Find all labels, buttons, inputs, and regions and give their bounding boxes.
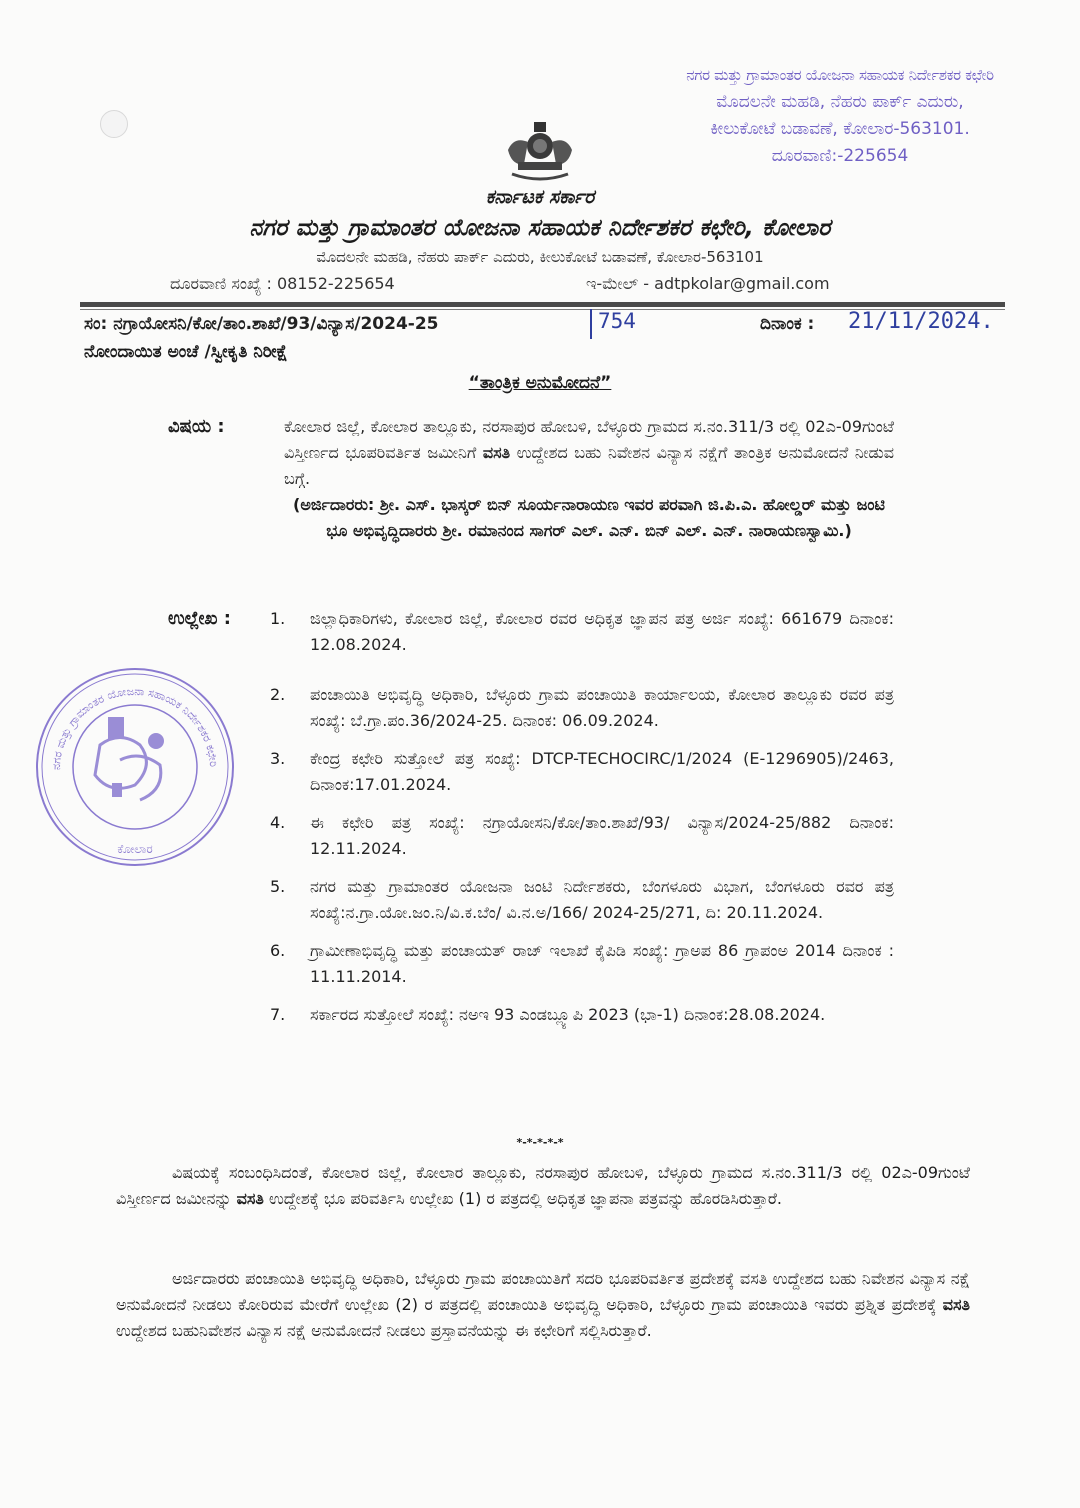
office-email: ಇ-ಮೇಲ್ - adtpkolar@gmail.com — [586, 274, 830, 293]
reference-number-1: 1. — [270, 609, 286, 628]
reference-item — [270, 938, 894, 990]
body-paragraph-1 — [116, 1160, 970, 1212]
registered-post-note: ನೋಂದಾಯಿತ ಅಂಚೆ /ಸ್ವೀಕೃತಿ ನಿರೀಕ್ಷೆ — [84, 342, 288, 362]
reference-number-7: 7. — [270, 1005, 286, 1024]
paragraph-1-bold: ವಸತಿ — [236, 1189, 264, 1208]
reference-item — [270, 682, 894, 734]
office-address-stamp — [670, 62, 1010, 170]
reference-item — [270, 810, 894, 862]
stamp-line-phone: ದೂರವಾಣಿ:-225654 — [771, 146, 909, 166]
reference-item — [270, 1002, 894, 1028]
reference-text-1: ಜಿಲ್ಲಾಧಿಕಾರಿಗಳು, ಕೋಲಾರ ಜಿಲ್ಲೆ, ಕೋಲಾರ ರವರ ಅಧಿಕೃತ ಜ್ಞಾಪನ ಪತ್ರ ಅರ್ಜಿ ಸಂಖ್ಯೆ: 661679 ದಿನಾಂಕ: 12.08.2024. — [310, 609, 894, 654]
subject-label: ವಿಷಯ : — [168, 416, 225, 437]
paragraph-2-part1: ಅರ್ಜಿದಾರರು ಪಂಚಾಯಿತಿ ಅಭಿವೃದ್ಧಿ ಅಧಿಕಾರಿ, ಬೆಳ್ಳೂರು ಗ್ರಾಮ ಪಂಚಾಯಿತಿಗೆ ಸದರಿ ಭೂಪರಿವರ್ತಿತ ಪ್ರದೇಶಕ್ಕೆ ವಸತಿ ಉದ್ದೇಶದ ಬಹು ನಿವೇಶನ ವಿನ್ಯಾಸ ನಕ್ಷೆ ಅನುಮೋದನೆ ನೀಡಲು ಕೋರಿರುವ ಮೇರೆಗೆ ಉಲ್ಲೇಖ (2) ರ ಪತ್ರದಲ್ಲಿ ಪಂಚಾಯಿತಿ ಅಭಿವೃದ್ಧಿ ಅಧಿಕಾರಿ, ಬೆಳ್ಳೂರು ಗ್ರಾಮ ಪಂಚಾಯಿತಿ ಇವರು ಪ್ರಶ್ನಿತ ಪ್ರದೇಶಕ್ಕೆ — [116, 1269, 970, 1314]
reference-number-2: 2. — [270, 685, 286, 704]
reference-text-3: ಕೇಂದ್ರ ಕಛೇರಿ ಸುತ್ತೋಲೆ ಪತ್ರ ಸಂಖ್ಯೆ: DTCP-TECHOCIRC/1/2024 (E-1296905)/2463, ದಿನಾಂಕ:17.01.2024. — [310, 749, 894, 794]
reference-item — [270, 746, 894, 798]
references-label: ಉಲ್ಲೇಖ : — [168, 608, 231, 629]
office-address: ಮೊದಲನೇ ಮಹಡಿ, ನೆಹರು ಪಾರ್ಕ್ ಎದುರು, ಕೀಲುಕೋಟೆ ಬಡಾವಣೆ, ಕೋಲಾರ-563101 — [316, 248, 764, 266]
reference-text-6: ಗ್ರಾಮೀಣಾಭಿವೃದ್ಧಿ ಮತ್ತು ಪಂಚಾಯತ್ ರಾಜ್ ಇಲಾಖೆ ಕೈಪಿಡಿ ಸಂಖ್ಯೆ: ಗ್ರಾಅಪ 86 ಗ್ರಾಪಂಅ 2014 ದಿನಾಂಕ : 11.11.2014. — [310, 941, 894, 986]
seal-bottom-text: ಕೋಲಾರ — [117, 842, 153, 856]
applicant-details: (ಅರ್ಜಿದಾರರು: ಶ್ರೀ. ಎಸ್. ಭಾಸ್ಕರ್ ಬಿನ್ ಸೂರ್ಯನಾರಾಯಣ ಇವರ ಪರವಾಗಿ ಜಿ.ಪಿ.ಎ. ಹೋಲ್ಡರ್ ಮತ್ತು ಜಂಟಿ ಭೂ ಅಭಿವೃದ್ಧಿದಾರರು ಶ್ರೀ. ರಮಾನಂದ ಸಾಗರ್ ಎಲ್. ಎನ್. ಬಿನ್ ಎಲ್. ಎನ್. ನಾರಾಯಣಸ್ವಾಮಿ.) — [293, 495, 885, 540]
subject-bold-word: ವಸತಿ — [482, 443, 511, 462]
reference-text-7: ಸರ್ಕಾರದ ಸುತ್ತೋಲೆ ಸಂಖ್ಯೆ: ನಅಇ 93 ಎಂಡಬ್ಲ್ಯೂಪಿ 2023 (ಭಾ-1) ದಿನಾಂಕ:28.08.2024. — [310, 1005, 826, 1024]
paragraph-1-part2: ಉದ್ದೇಶಕ್ಕೆ ಭೂ ಪರಿವರ್ತಿಸಿ ಉಲ್ಲೇಖ (1) ರ ಪತ್ರದಲ್ಲಿ ಅಧಿಕೃತ ಜ್ಞಾಪನಾ ಪತ್ರವನ್ನು ಹೊರಡಿಸಿರುತ್ತಾರೆ. — [263, 1189, 783, 1208]
office-phone: ದೂರವಾಣಿ ಸಂಖ್ಯೆ : 08152-225654 — [170, 274, 395, 293]
stamp-line-locality: ಕೀಲುಕೋಟೆ ಬಡಾವಣೆ, ಕೋಲಾರ-563101. — [710, 119, 970, 139]
reference-item — [270, 874, 894, 926]
seal-ring-text: ನಗರ ಮತ್ತು ಗ್ರಾಮಾಂತರ ಯೋಜನಾ ಸಹಾಯಕ ನಿರ್ದೇಶಕರ ಕಛೇರಿ — [49, 684, 220, 771]
office-name: ನಗರ ಮತ್ತು ಗ್ರಾಮಾಂತರ ಯೋಜನಾ ಸಹಾಯಕ ನಿರ್ದೇಶಕರ ಕಛೇರಿ, ಕೋಲಾರ — [249, 215, 831, 241]
stamp-line-floor: ಮೊದಲನೇ ಮಹಡಿ, ನೆಹರು ಪಾರ್ಕ್ ಎದುರು, — [716, 92, 964, 112]
punch-hole — [100, 110, 128, 138]
subject-text-part1: ಕೋಲಾರ ಜಿಲ್ಲೆ, ಕೋಲಾರ ತಾಲ್ಲೂಕು, ನರಸಾಪುರ ಹೋಬಳಿ, ಬೆಳ್ಳೂರು ಗ್ರಾಮದ ಸ.ನಂ.311/3 ರಲ್ಲಿ 02ಎ-09ಗುಂಟೆ ವಿಸ್ತೀರ್ಣದ ಭೂಪರಿವರ್ತಿತ ಜಮೀನಿಗೆ — [284, 417, 894, 462]
reference-number-4: 4. — [270, 813, 286, 832]
reference-number-5: 5. — [270, 877, 286, 896]
paragraph-2-bold: ವಸತಿ — [942, 1295, 970, 1314]
seal-emblem-icon — [95, 717, 164, 800]
section-separator: *-*-*-*-* — [516, 1136, 564, 1149]
karnataka-emblem-icon — [490, 120, 590, 186]
reference-text-4: ಈ ಕಛೇರಿ ಪತ್ರ ಸಂಖ್ಯೆ: ನಗ್ರಾಯೋಸನಿ/ಕೋ/ತಾಂ.ಶಾಖೆ/93/ ವಿನ್ಯಾಸ/2024-25/882 ದಿನಾಂಕ: 12.11.2024. — [310, 813, 894, 858]
government-name: ಕರ್ನಾಟಕ ಸರ್ಕಾರ — [485, 186, 595, 208]
paragraph-1-part1: ವಿಷಯಕ್ಕೆ ಸಂಬಂಧಿಸಿದಂತೆ, ಕೋಲಾರ ಜಿಲ್ಲೆ, ಕೋಲಾರ ತಾಲ್ಲೂಕು, ನರಸಾಪುರ ಹೋಬಳಿ, ಬೆಳ್ಳೂರು ಗ್ರಾಮದ ಸ.ನಂ.311/3 ರಲ್ಲಿ 02ಎ-09ಗುಂಟೆ ವಿಸ್ತೀರ್ಣದ ಜಮೀನನ್ನು — [116, 1163, 970, 1208]
reference-text-2: ಪಂಚಾಯಿತಿ ಅಭಿವೃದ್ಧಿ ಅಧಿಕಾರಿ, ಬೆಳ್ಳೂರು ಗ್ರಾಮ ಪಂಚಾಯಿತಿ ಕಾರ್ಯಾಲಯ, ಕೋಲಾರ ತಾಲ್ಲೂಕು ರವರ ಪತ್ರ ಸಂಖ್ಯೆ: ಬೆ.ಗ್ರಾ.ಪಂ.36/2024-25. ದಿನಾಂಕ: 06.09.2024. — [310, 685, 894, 730]
subject-text-part2: ಉದ್ದೇಶದ ಬಹು ನಿವೇಶನ ವಿನ್ಯಾಸ ನಕ್ಷೆಗೆ ತಾಂತ್ರಿಕ ಅನುಮೋದನೆ ನೀಡುವ ಬಗ್ಗೆ. — [284, 443, 894, 488]
paragraph-2-part2: ಉದ್ದೇಶದ ಬಹುನಿವೇಶನ ವಿನ್ಯಾಸ ನಕ್ಷೆ ಅನುಮೋದನೆ ನೀಡಲು ಪ್ರಸ್ತಾವನೆಯನ್ನು ಈ ಕಛೇರಿಗೆ ಸಲ್ಲಿಸಿರುತ್ತಾರೆ. — [116, 1321, 652, 1340]
references-list — [270, 606, 894, 1040]
body-paragraph-2 — [116, 1266, 970, 1344]
date-label: ದಿನಾಂಕ : — [760, 314, 815, 334]
handwritten-date: 21/11/2024. — [848, 309, 994, 334]
reference-text-5: ನಗರ ಮತ್ತು ಗ್ರಾಮಾಂತರ ಯೋಜನಾ ಜಂಟಿ ನಿರ್ದೇಶಕರು, ಬೆಂಗಳೂರು ವಿಭಾಗ, ಬೆಂಗಳೂರು ರವರ ಪತ್ರ ಸಂಖ್ಯೆ:ನ.ಗ್ರಾ.ಯೋ.ಜಂ.ನಿ/ವಿ.ಕ.ಬೆಂ/ ವಿ.ನ.ಅ/166/ 2024-25/271, ದಿ: 20.11.2024. — [310, 877, 894, 922]
stamp-line-office: ನಗರ ಮತ್ತು ಗ್ರಾಮಾಂತರ ಯೋಜನಾ ಸಹಾಯಕ ನಿರ್ದೇಶಕರ ಕಛೇರಿ — [686, 66, 994, 84]
reference-number: ಸಂ: ನಗ್ರಾಯೋಸನಿ/ಕೋ/ತಾಂ.ಶಾಖೆ/93/ವಿನ್ಯಾಸ/2024-25 — [84, 314, 439, 334]
letterhead-divider — [80, 302, 1005, 307]
subject-text — [284, 414, 894, 492]
reference-number-3: 3. — [270, 749, 286, 768]
document-title: “ತಾಂತ್ರಿಕ ಅನುಮೋದನೆ” — [468, 373, 612, 393]
handwritten-reference-number: 754 — [590, 309, 636, 339]
reference-number-6: 6. — [270, 941, 286, 960]
office-seal-stamp — [30, 665, 240, 870]
reference-item — [270, 606, 894, 658]
